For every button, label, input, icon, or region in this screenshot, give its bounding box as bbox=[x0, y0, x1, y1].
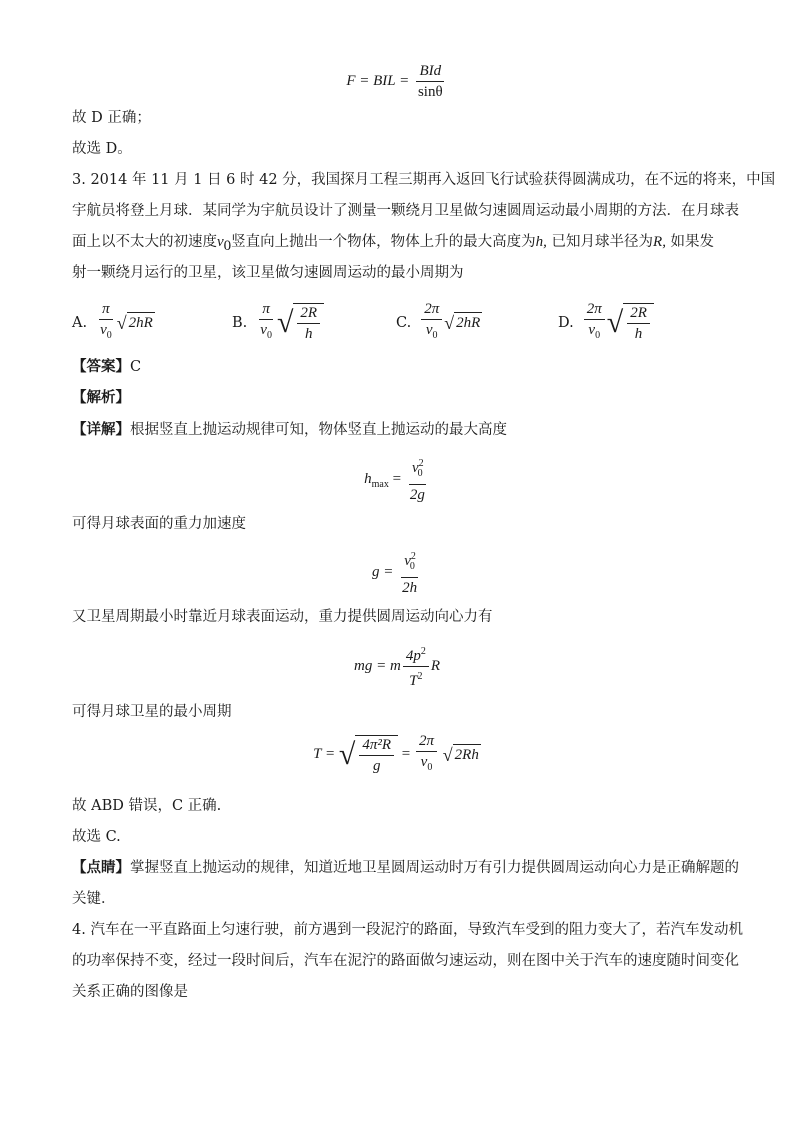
conclusion-2: 故选 C. bbox=[72, 829, 121, 845]
tip-tag: 【点睛】 bbox=[72, 859, 130, 876]
text-centripetal: 又卫星周期最小时靠近月球表面运动，重力提供圆周运动向心力有 bbox=[72, 609, 493, 625]
equation-t: T = √ $\frac{\text{4π²R}}{g}$ = $\frac{2\pi}{v_0}$ √ 2Rh bbox=[313, 733, 479, 774]
text-gravity: 可得月球表面的重力加速度 bbox=[72, 516, 246, 532]
option-a-denominator: v bbox=[100, 322, 107, 338]
tip-line-1 bbox=[72, 858, 739, 878]
eq1-h: h bbox=[364, 470, 372, 487]
analysis-tag: 【解析】 bbox=[72, 389, 130, 406]
equation-hmax: $h_{max}$ = $\frac{v^2_0}{2g}$ bbox=[0, 455, 794, 504]
eq4-numerator: 2π bbox=[416, 732, 437, 752]
q3-line-1: 3. 2014 年 11 月 1 日 6 时 42 分，我国探月工程三期再入返回飞行试验获得圆满成功，在不远的将来，中国 bbox=[72, 172, 776, 188]
q3-line-3: 面上以不太大的初速度$v_0$竖直向上抛出一个物体，物体上升的最大高度为h, 已知月球半径为R, 如果发 bbox=[72, 234, 715, 254]
option-c-radicand: 2hR bbox=[454, 312, 482, 334]
eq3-r: R bbox=[430, 657, 440, 674]
option-b-radicand-numerator: 2R bbox=[297, 304, 320, 324]
eq4-radicand-denominator: g bbox=[372, 757, 381, 774]
eq3-m: m bbox=[389, 657, 401, 674]
option-d-numerator: 2π bbox=[584, 300, 605, 320]
option-b[interactable]: B. $\frac{\pi}{v_0}$ √ $\frac{2R}{h}$ bbox=[232, 300, 324, 345]
q4-line-1: 4. 汽车在一平直路面上匀速行驶，前方遇到一段泥泞的路面，导致汽车受到的阻力变大了，若汽车发动机 bbox=[72, 922, 743, 938]
fraction bbox=[415, 62, 446, 101]
conclusion-1: 故 ABD 错误，C 正确. bbox=[72, 798, 222, 814]
tip-line-2: 关键． bbox=[72, 891, 116, 907]
fraction-numerator: BId bbox=[416, 62, 444, 82]
option-b-denominator: v bbox=[260, 322, 267, 338]
choose-d-line: 故选 D。 bbox=[72, 141, 132, 157]
eq1-sub: max bbox=[371, 478, 389, 490]
eq1-numerator: v bbox=[412, 460, 419, 476]
eq4-denominator: v bbox=[420, 754, 428, 770]
formula-lhs: F = BIL = bbox=[346, 72, 410, 89]
option-d-denominator: v bbox=[588, 322, 596, 338]
option-d-radicand-denominator: h bbox=[634, 325, 643, 342]
r-symbol: R, bbox=[653, 234, 666, 250]
equation-g: g = $\frac{v^2_0}{2h}$ bbox=[0, 548, 794, 597]
q4-line-3: 关系正确的图像是 bbox=[72, 984, 188, 1000]
eq3-denominator: T bbox=[409, 673, 418, 689]
q4-line-2: 的功率保持不变，经过一段时间后，汽车在泥泞的路面做匀速运动，则在图中关于汽车的速度随时间变化 bbox=[72, 953, 739, 969]
q3-line-3-part-a: 面上以不太大的初速度 bbox=[72, 234, 217, 250]
equation-mg: mg = m $\frac{4p^2}{T^2}$ R bbox=[0, 643, 794, 690]
detail-line bbox=[72, 420, 507, 440]
eq4-radicand-numerator: 4π²R bbox=[359, 736, 394, 756]
eq3-lhs: mg = bbox=[354, 657, 387, 674]
detail-tag: 【详解】 bbox=[72, 421, 130, 438]
eq4-radicand: 2Rh bbox=[453, 744, 481, 766]
option-a-radicand: 2hR bbox=[127, 312, 155, 334]
fraction-denominator: sinθ bbox=[417, 84, 443, 100]
option-c-denominator: v bbox=[425, 322, 433, 338]
answer-value: C bbox=[130, 359, 142, 375]
option-d-label: D. bbox=[558, 314, 574, 331]
q3-line-3-part-c: 已知月球半径为 bbox=[546, 234, 654, 250]
option-a-numerator: π bbox=[99, 300, 113, 320]
text-min-period: 可得月球卫星的最小周期 bbox=[72, 704, 232, 720]
q3-line-4: 射一颗绕月运行的卫星，该卫星做匀速圆周运动的最小周期为 bbox=[72, 265, 464, 281]
option-d[interactable]: D. $\frac{2\pi}{v_0}$ √ $\frac{2R}{h}$ bbox=[558, 300, 654, 345]
eq3-numerator: 4p bbox=[405, 648, 421, 664]
q3-line-3-part-b: 竖直向上抛出一个物体，物体上升的最大高度为 bbox=[231, 234, 536, 250]
q3-line-3-part-d: 如果发 bbox=[665, 234, 715, 250]
option-c[interactable]: C. $\frac{2\pi}{v_0}$ √ 2hR bbox=[396, 301, 481, 341]
q3-line-2: 宇航员将登上月球．某同学为宇航员设计了测量一颗绕月卫星做匀速圆周运动最小周期的方法．在月球表 bbox=[72, 203, 739, 219]
eq4-lhs: T = bbox=[313, 745, 336, 762]
option-a[interactable]: A. $\frac{\pi}{v_0}$ √ 2hR bbox=[72, 301, 153, 341]
eq2-lhs: g = bbox=[371, 563, 394, 580]
detail-text: 根据竖直上抛运动规律可知，物体竖直上抛运动的最大高度 bbox=[130, 422, 507, 438]
d-correct-line: 故 D 正确； bbox=[72, 110, 151, 126]
option-d-radicand-numerator: 2R bbox=[627, 304, 650, 324]
option-b-radicand-denominator: h bbox=[304, 325, 313, 342]
option-b-label: B. bbox=[232, 314, 248, 331]
eq1-denominator: 2g bbox=[409, 487, 425, 503]
eq2-denominator: 2h bbox=[402, 580, 418, 596]
answer-tag: 【答案】 bbox=[72, 358, 130, 375]
v0-symbol: v bbox=[217, 234, 224, 250]
tip-text-1: 掌握竖直上抛运动的规律，知道近地卫星圆周运动时万有引力提供圆周运动向心力是正确解题的 bbox=[130, 860, 739, 876]
option-b-numerator: π bbox=[259, 300, 273, 320]
option-c-label: C. bbox=[396, 314, 412, 331]
formula-f-bil bbox=[0, 62, 794, 101]
h-symbol: h, bbox=[535, 234, 547, 250]
option-a-label: A. bbox=[72, 314, 88, 331]
option-c-numerator: 2π bbox=[421, 300, 442, 320]
eq2-numerator: v bbox=[404, 553, 411, 569]
answer-line bbox=[72, 357, 141, 377]
